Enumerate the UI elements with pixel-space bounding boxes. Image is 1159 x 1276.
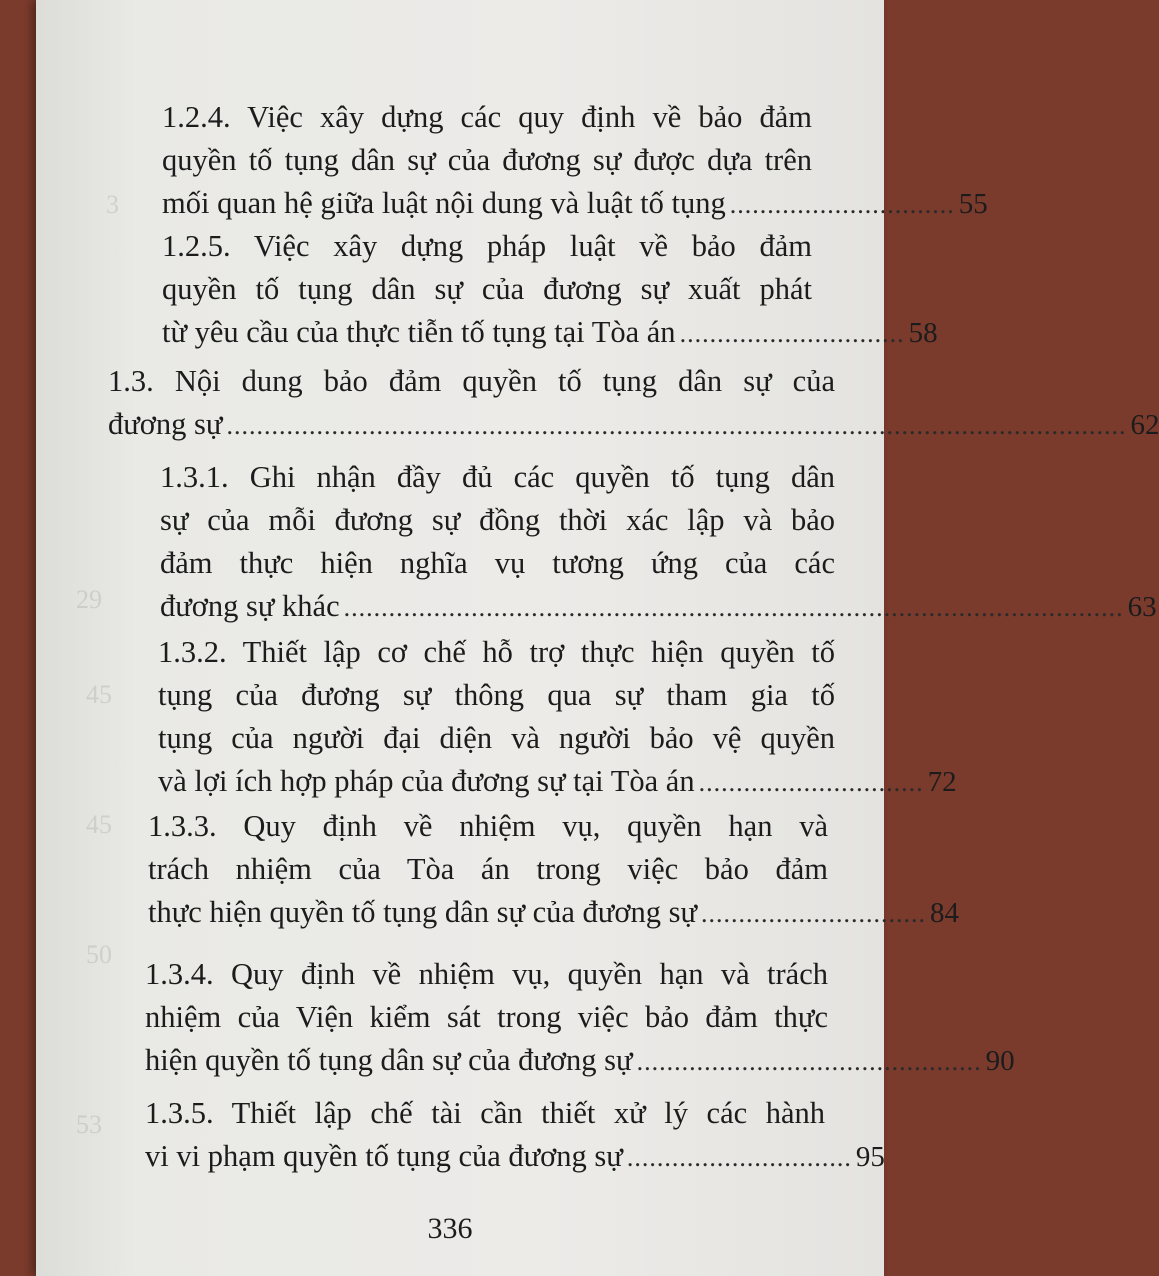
dot-leader: ..............................: [626, 1143, 852, 1172]
toc-entry-line: trách nhiệm của Tòa án trong việc bảo đảm: [148, 852, 828, 886]
toc-entry: [145, 1092, 885, 1178]
toc-page-number: 62: [1130, 409, 1159, 441]
bleed-through-text: 3: [106, 190, 119, 219]
toc-entry: [158, 631, 957, 803]
toc-entry-line: 1.3.5. Thiết lập chế tài cần thiết xử lý các hành: [145, 1096, 825, 1130]
dot-leader: ........................................................................................................: [343, 593, 1124, 622]
toc-entry: [145, 953, 1015, 1082]
dot-leader: ..............................: [729, 190, 955, 219]
toc-page-number: 55: [958, 188, 988, 220]
dot-leader: ........................................................................................................................: [226, 411, 1127, 440]
toc-entry-text: vi vi phạm quyền tố tụng của đương sự: [145, 1139, 623, 1173]
toc-entry-line: nhiệm của Viện kiểm sát trong việc bảo đảm thực: [145, 1000, 828, 1034]
toc-entry-text: thực hiện quyền tố tụng dân sự của đương sự: [148, 895, 697, 929]
toc-page-number: 58: [908, 317, 938, 349]
toc-entry-line: 1.2.5. Việc xây dựng pháp luật về bảo đảm: [162, 229, 812, 263]
toc-entry-line: 1.3.3. Quy định về nhiệm vụ, quyền hạn và: [148, 809, 828, 843]
dot-leader: ..............................: [701, 899, 926, 928]
toc-entry-text: từ yêu cầu của thực tiễn tố tụng tại Tòa án: [162, 315, 676, 349]
page-number: 336: [427, 1212, 473, 1245]
toc-entry: [108, 360, 1159, 446]
bleed-through-text: 45: [86, 680, 112, 709]
toc-entry-line: 1.3.2. Thiết lập cơ chế hỗ trợ thực hiện quyền tố: [158, 635, 835, 669]
bleed-through-text: 29: [76, 585, 102, 614]
toc-page-number: 63: [1127, 591, 1157, 623]
toc-entry: [148, 805, 959, 934]
toc-entry-last-line: [108, 403, 1159, 446]
toc-entry-last-line: [160, 585, 1157, 628]
bleed-through-text: 45: [86, 810, 112, 839]
toc-entry: [162, 96, 988, 225]
toc-entry-line: sự của mỗi đương sự đồng thời xác lập và bảo: [160, 503, 835, 537]
toc-entry-last-line: [145, 1039, 1015, 1082]
toc-entry-last-line: [145, 1135, 885, 1178]
toc-entry-line: tụng của đương sự thông qua sự tham gia tố: [158, 678, 835, 712]
toc-entry-line: đảm thực hiện nghĩa vụ tương ứng của các: [160, 546, 835, 580]
toc-entry-text: hiện quyền tố tụng dân sự của đương sự: [145, 1043, 633, 1077]
toc-entry-last-line: [162, 311, 938, 354]
bleed-through-text: 50: [86, 940, 112, 969]
toc-entry: [160, 456, 1157, 628]
toc-entry-text: đương sự: [108, 407, 223, 441]
dot-leader: ..............................: [679, 319, 905, 348]
toc-entry-last-line: [162, 182, 988, 225]
toc-entry-line: quyền tố tụng dân sự của đương sự xuất phát: [162, 272, 812, 306]
toc-entry-line: tụng của người đại diện và người bảo vệ quyền: [158, 721, 835, 755]
toc-entry-text: mối quan hệ giữa luật nội dung và luật tố tụng: [162, 186, 726, 220]
toc-entry-text: và lợi ích hợp pháp của đương sự tại Tòa án: [158, 764, 695, 798]
toc-page-number: 90: [985, 1045, 1015, 1077]
bleed-through-text: 53: [76, 1110, 102, 1139]
toc-entry-last-line: [148, 891, 959, 934]
toc-entry-line: 1.3.4. Quy định về nhiệm vụ, quyền hạn và trách: [145, 957, 828, 991]
toc-entry-line: 1.3. Nội dung bảo đảm quyền tố tụng dân sự của: [108, 364, 835, 398]
toc-entry-line: quyền tố tụng dân sự của đương sự được dựa trên: [162, 143, 812, 177]
toc-entry-line: 1.2.4. Việc xây dựng các quy định về bảo đảm: [162, 100, 812, 134]
toc-entry-line: 1.3.1. Ghi nhận đầy đủ các quyền tố tụng dân: [160, 460, 835, 494]
toc-page-number: 84: [930, 897, 959, 929]
toc-entry: [162, 225, 938, 354]
dot-leader: ..............................................: [636, 1047, 982, 1076]
toc-entry-last-line: [158, 760, 957, 803]
dot-leader: ..............................: [698, 768, 924, 797]
toc-entry-text: đương sự khác: [160, 589, 340, 623]
toc-page-number: 72: [927, 766, 957, 798]
toc-page-number: 95: [855, 1141, 885, 1173]
